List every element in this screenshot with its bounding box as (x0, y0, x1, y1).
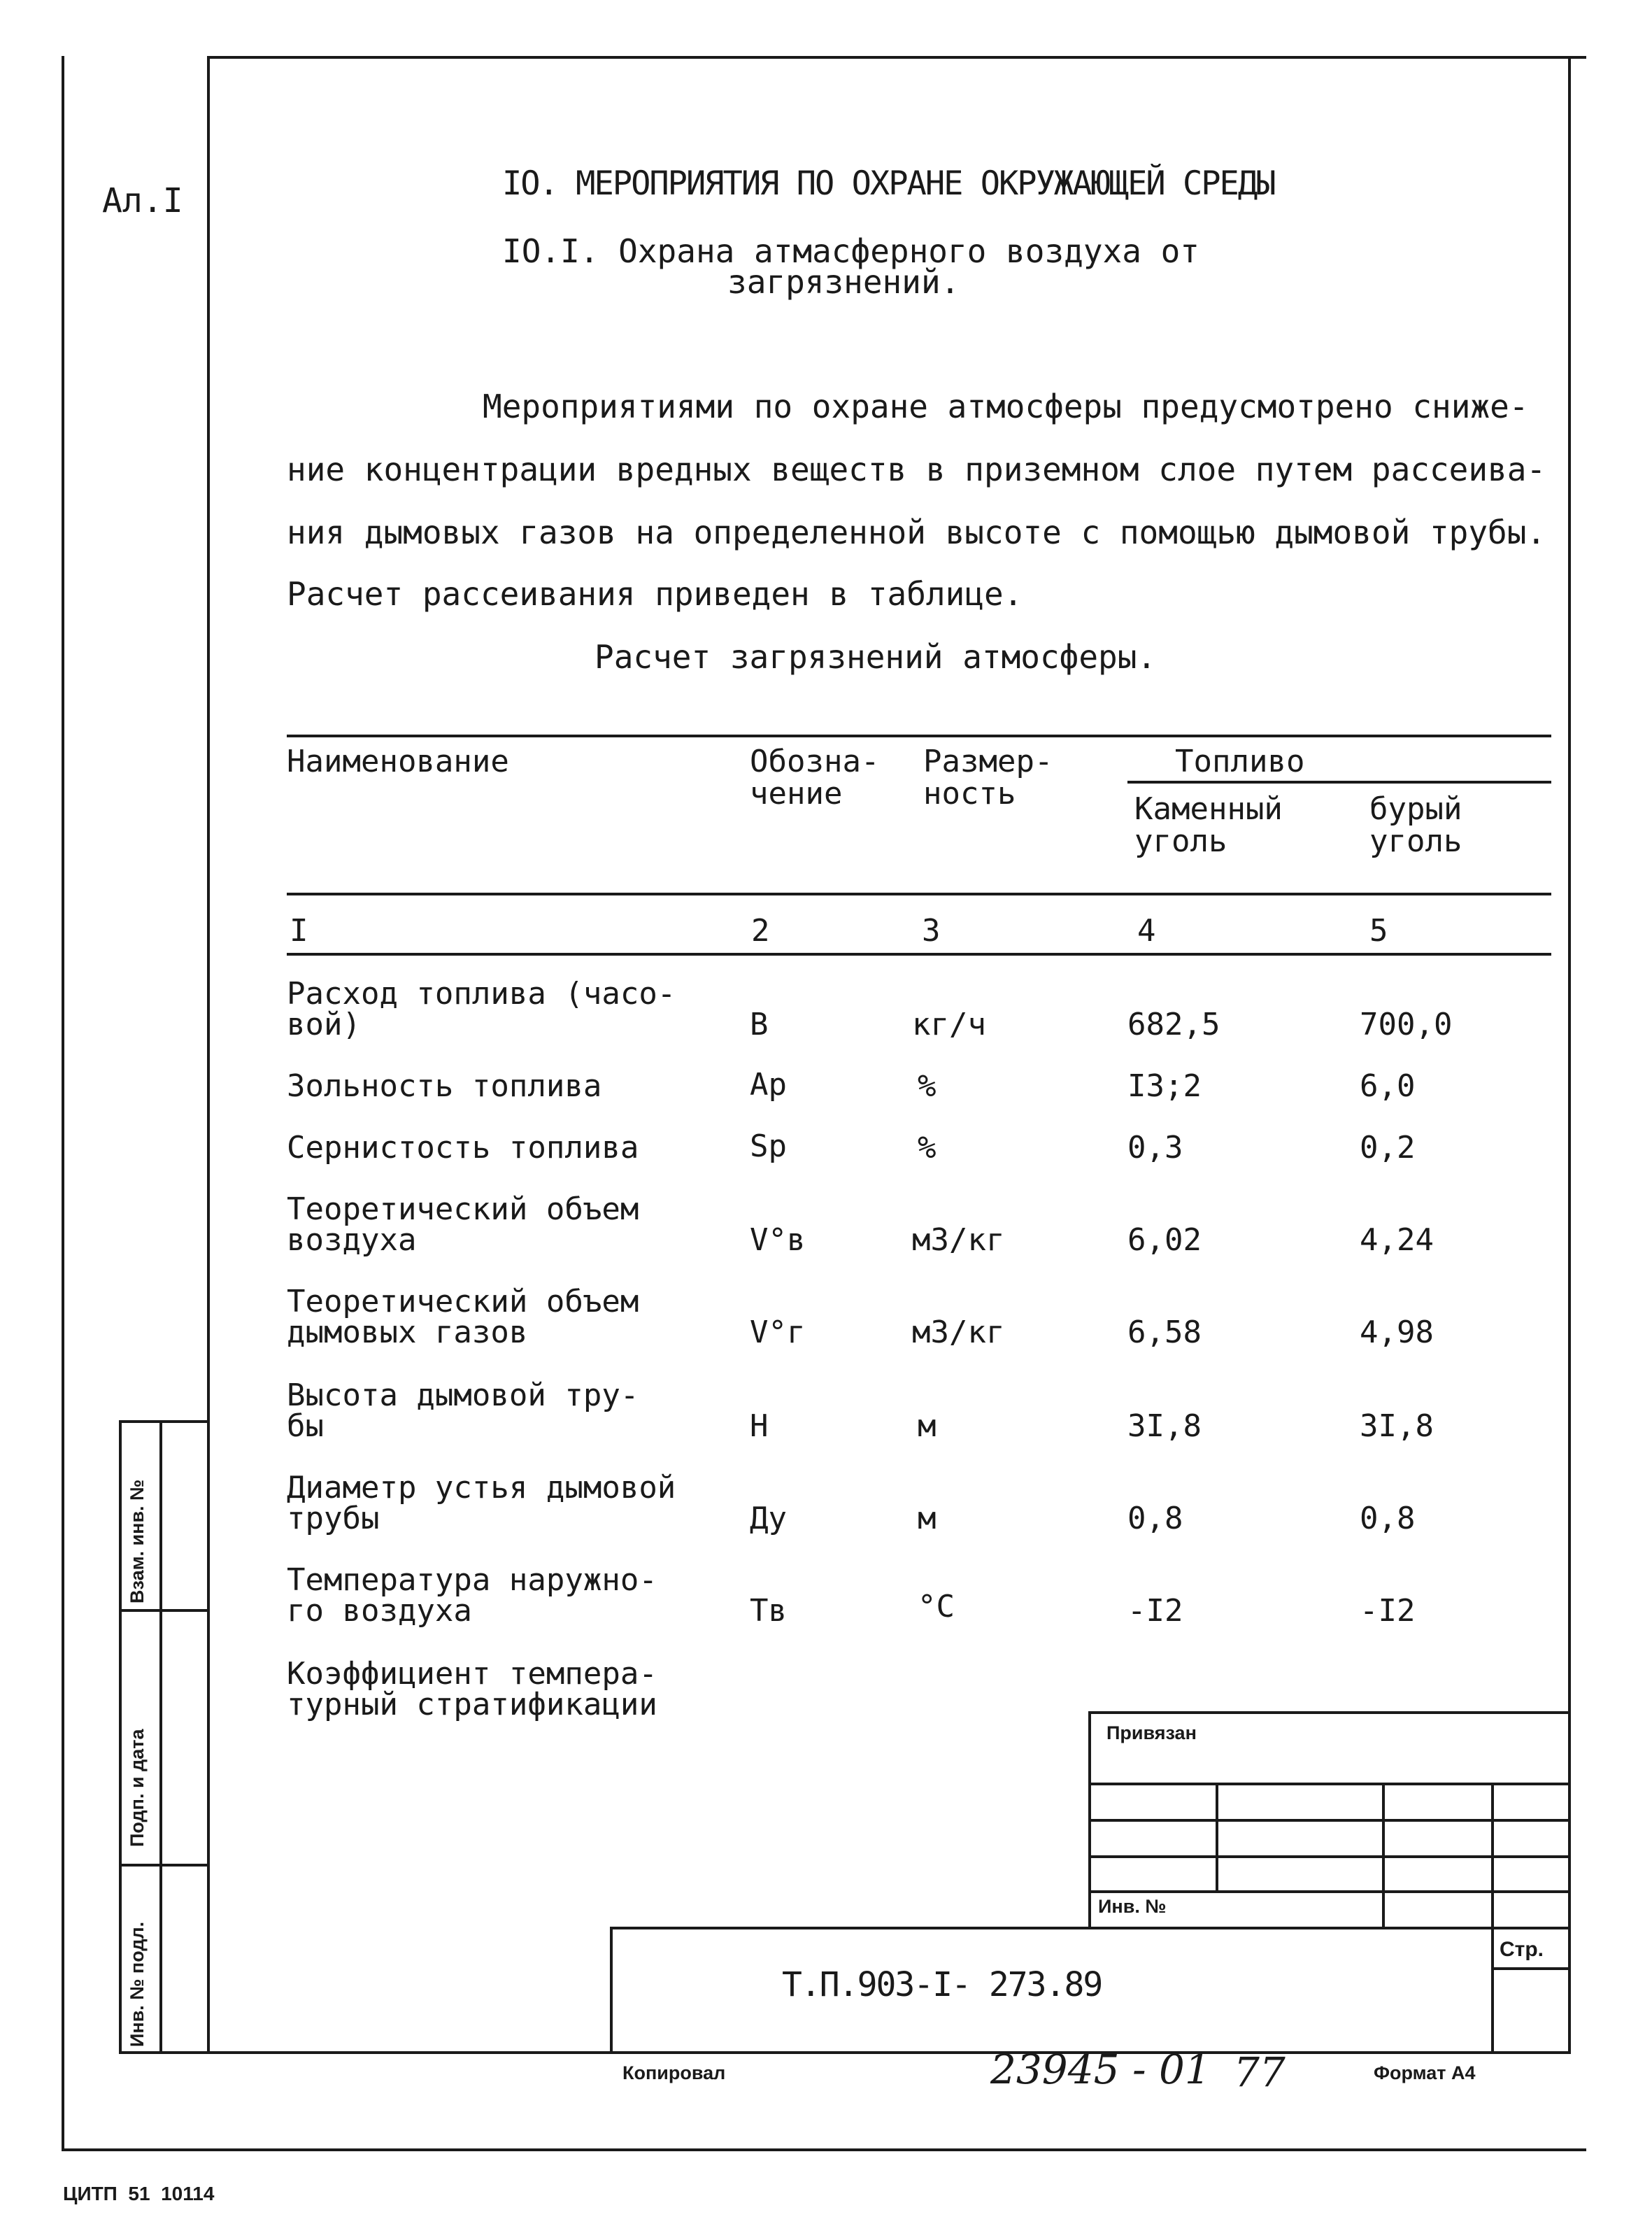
section-title: IO. МЕРОПРИЯТИЯ ПО ОХРАНЕ ОКРУЖАЮЩЕЙ СРЕДЫ (502, 164, 1275, 203)
header-designation-1: Обозна- (750, 744, 880, 779)
header-bottom-rule (287, 893, 1551, 895)
row-unit: м3/кг (912, 1315, 1005, 1350)
row-coal-value: 3I,8 (1127, 1408, 1202, 1444)
paragraph-line-4: Расчет рассеивания приведен в таблице. (287, 575, 1023, 613)
row-brown-value: 6,0 (1360, 1068, 1416, 1104)
row-coal-value: I3;2 (1127, 1068, 1202, 1104)
header-unit-2: ность (923, 776, 1016, 812)
row-unit: м3/кг (912, 1222, 1005, 1258)
row-name: го воздуха (287, 1593, 472, 1629)
row-name: бы (287, 1408, 324, 1444)
stamp-inv-label: Инв. № (1098, 1896, 1167, 1917)
colnum-bottom-rule (287, 953, 1551, 956)
row-symbol: V°в (750, 1222, 806, 1258)
sheet-label: Ал.I (102, 181, 183, 220)
footer-printer-label: ЦИТП 51 10114 (63, 2183, 215, 2204)
table-caption: Расчет загрязнений атмосферы. (594, 638, 1157, 676)
header-coal-2: уголь (1134, 823, 1227, 859)
paragraph-line-3: ния дымовых газов на определенной высоте с помощью дымовой трубы. (287, 514, 1546, 551)
frame-top-border (207, 56, 1586, 59)
row-brown-value: 0,2 (1360, 1130, 1416, 1166)
fuel-rule (1127, 781, 1551, 784)
colnum-2: 2 (751, 913, 770, 949)
row-brown-value: 3I,8 (1360, 1408, 1434, 1444)
stamp-rule-2 (1088, 1819, 1571, 1822)
side-strip-left (119, 1420, 122, 2054)
row-name: Температура наружно- (287, 1562, 657, 1598)
stamp-col-3 (1491, 1783, 1494, 2054)
side-strip-div2 (119, 1864, 208, 1867)
row-symbol: Tв (750, 1593, 787, 1629)
colnum-4: 4 (1137, 913, 1156, 949)
side-label-orig-inv: Инв. № подл. (127, 1921, 148, 2047)
row-name: Высота дымовой тру- (287, 1377, 639, 1413)
side-strip-div1 (119, 1609, 208, 1612)
frame-right-border (1568, 56, 1571, 2054)
row-name: Зольность топлива (287, 1068, 602, 1104)
row-brown-value: -I2 (1360, 1593, 1416, 1629)
stamp-rule-3 (1088, 1855, 1571, 1858)
row-coal-value: 6,02 (1127, 1222, 1202, 1258)
row-unit: °С (918, 1589, 955, 1624)
header-coal-1: Каменный (1134, 791, 1283, 827)
outer-bottom-border (62, 2148, 1586, 2151)
header-designation-2: чение (750, 776, 843, 812)
colnum-1: I (290, 913, 308, 949)
row-symbol: H (750, 1408, 769, 1444)
row-symbol: Aр (750, 1067, 787, 1103)
footer-copied-label: Копировал (622, 2062, 726, 2083)
row-name: Коэффициент темпера- (287, 1656, 657, 1692)
row-coal-value: 682,5 (1127, 1007, 1220, 1042)
side-strip-top (119, 1420, 208, 1423)
header-brown-1: бурый (1369, 791, 1462, 827)
row-unit: кг/ч (912, 1007, 986, 1042)
subsection-title-line1: IO.I. Охрана атмасферного воздуха от (502, 232, 1199, 270)
subsection-title-line2: загрязнений. (727, 263, 960, 301)
row-symbol: V°г (750, 1315, 806, 1350)
row-unit: % (918, 1130, 937, 1166)
side-label-replace-inv: Взам. инв. № (127, 1479, 148, 1603)
row-brown-value: 4,24 (1360, 1222, 1434, 1258)
row-name: Теоретический объем (287, 1191, 639, 1227)
colnum-3: 3 (922, 913, 941, 949)
row-coal-value: 0,3 (1127, 1130, 1183, 1166)
paragraph-line-1: Мероприятиями по охране атмосферы предусмотрено сниже- (483, 388, 1529, 425)
stamp-rule-4 (1088, 1890, 1571, 1893)
footer-format-label: Формат А4 (1374, 2062, 1476, 2083)
row-unit: м (918, 1501, 937, 1536)
header-brown-2: уголь (1369, 823, 1462, 859)
code-box-left (610, 1927, 613, 2054)
row-symbol: Ду (750, 1501, 787, 1536)
code-box-top (610, 1927, 1571, 1929)
row-name: вой) (287, 1007, 361, 1042)
row-name: Теоретический объем (287, 1284, 639, 1319)
header-name: Наименование (287, 744, 509, 779)
stamp-top-rule (1088, 1711, 1571, 1714)
row-unit: % (918, 1068, 937, 1104)
row-brown-value: 0,8 (1360, 1501, 1416, 1536)
side-strip-mid (159, 1420, 162, 2054)
frame-left-border (207, 56, 210, 2054)
row-coal-value: 0,8 (1127, 1501, 1183, 1536)
paragraph-line-2: ние концентрации вредных веществ в приземном слое путем рассеива- (287, 451, 1546, 488)
row-unit: м (918, 1408, 937, 1444)
side-label-sign-date: Подп. и дата (127, 1729, 148, 1847)
footer-handwritten-number: 23945 - 01 (990, 2046, 1211, 2093)
colnum-5: 5 (1369, 913, 1388, 949)
stamp-rule-1 (1088, 1783, 1571, 1785)
row-symbol: B (750, 1007, 769, 1042)
page-cell-label: Стр. (1500, 1938, 1544, 1961)
row-name: воздуха (287, 1222, 417, 1258)
page-cell-rule (1491, 1967, 1571, 1970)
row-coal-value: -I2 (1127, 1593, 1183, 1629)
row-brown-value: 700,0 (1360, 1007, 1453, 1042)
row-brown-value: 4,98 (1360, 1315, 1434, 1350)
stamp-col-2 (1382, 1783, 1385, 1928)
row-symbol: Sр (750, 1128, 787, 1164)
row-coal-value: 6,58 (1127, 1315, 1202, 1350)
row-name: Расход топлива (часо- (287, 976, 676, 1012)
header-fuel: Топливо (1175, 744, 1305, 779)
row-name: Сернистость топлива (287, 1130, 639, 1166)
header-unit-1: Размер- (923, 744, 1053, 779)
row-name: трубы (287, 1501, 380, 1536)
frame-bottom-border (119, 2051, 1571, 2054)
row-name: дымовых газов (287, 1315, 528, 1350)
footer-handwritten-page: 77 (1234, 2048, 1286, 2096)
outer-left-border (62, 56, 64, 2151)
row-name: турный стратификации (287, 1687, 657, 1722)
stamp-bound-label: Привязан (1106, 1722, 1197, 1743)
doc-code: Т.П.903-I- 273.89 (782, 1965, 1102, 2004)
stamp-col-1 (1216, 1783, 1218, 1892)
row-name: Диаметр устья дымовой (287, 1470, 676, 1506)
table-top-rule (287, 735, 1551, 737)
